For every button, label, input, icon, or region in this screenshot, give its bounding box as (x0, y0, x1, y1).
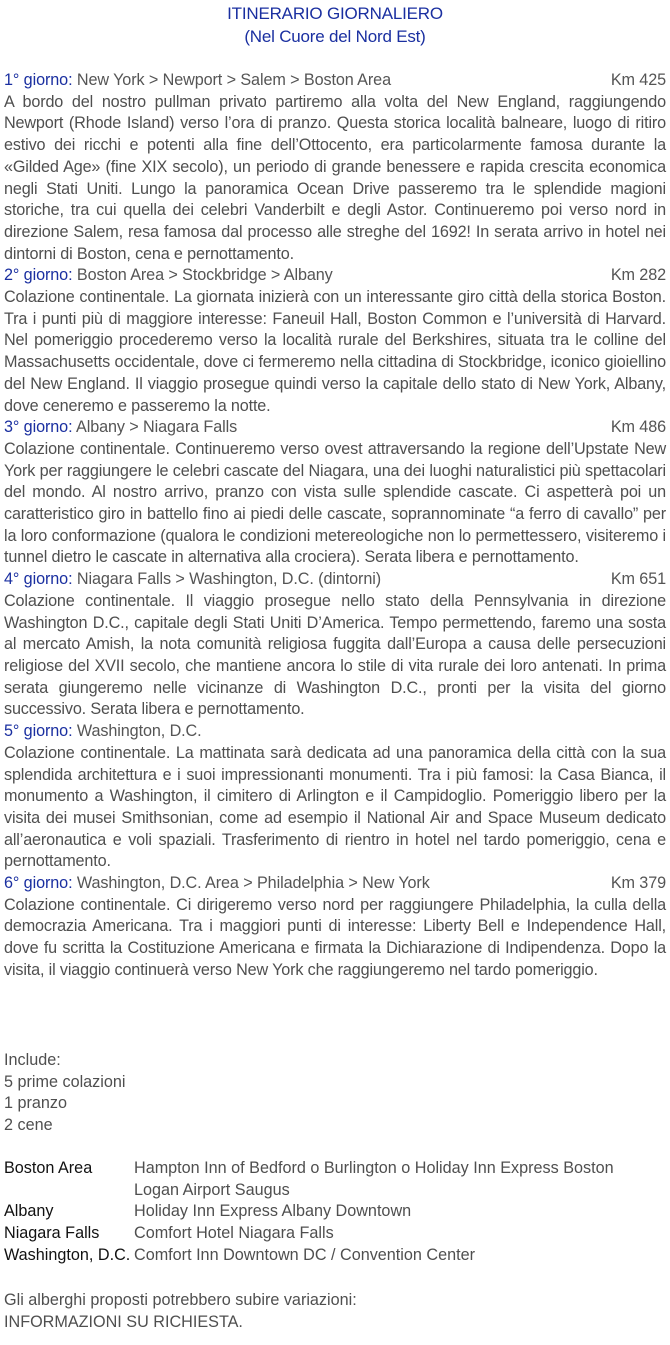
day-description: Colazione continentale. Ci dirigeremo verso nord per raggiungere Philadelphia, la culla della democrazia Americana. Tra i maggiori punti di interesse: Liberty Bell e Independence Hall, dove fu scritta la Costituzione Americana e firmata la Dichiarazione di Indipendenza. Dopo la visita, il viaggio continuerà verso New York che raggiungeremo nel tardo pomeriggio. (4, 895, 666, 979)
day-km: Km 425 (610, 71, 666, 89)
info-on-request: INFORMAZIONI SU RICHIESTA. (4, 1312, 243, 1331)
hotel-names (134, 1158, 614, 1201)
hotel-names (134, 1245, 475, 1267)
footer-notes (4, 1290, 357, 1333)
day-header (4, 70, 666, 92)
hotel-row (4, 1223, 666, 1245)
hotel-city: Albany (4, 1202, 54, 1221)
day-label: 5° giorno: (4, 722, 73, 741)
day-header (4, 873, 666, 895)
hotel-name: Holiday Inn Express Albany Downtown (134, 1202, 412, 1221)
hotel-name: Logan Airport Saugus (134, 1180, 290, 1199)
day-km: Km 651 (610, 570, 666, 589)
day-header (4, 569, 666, 591)
day-route: Washington, D.C. Area > Philadelphia > New York (76, 874, 430, 893)
day-description: Colazione continentale. La mattinata sarà dedicata ad una panoramica della città con la sua splendida architettura e i suoi impressionanti monumenti. Tra i più famosi: la Casa Bianca, il monumento a Washington, il cimitero di Arlington e il Campidoglio. Pomeriggio libero per la visita dei musei Smithsonian, come ad esempio il National Air and Space Museum dedicato all’aeronautica e voli spaziali. Trasferimento di rientro in hotel nel tardo pomeriggio, cena e pernottamento. (4, 743, 666, 871)
day-6 (4, 873, 666, 982)
day-label: 3° giorno: (4, 418, 73, 437)
day-header (4, 417, 666, 439)
hotel-name: Comfort Inn Downtown DC / Convention Center (134, 1245, 475, 1264)
hotel-row (4, 1201, 666, 1223)
day-1 (4, 70, 666, 265)
day-km: Km 486 (610, 418, 666, 437)
day-route: Washington, D.C. (76, 722, 202, 741)
hotel-row (4, 1245, 666, 1267)
day-km: Km 282 (610, 266, 666, 285)
day-2 (4, 265, 666, 417)
day-label: 2° giorno: (4, 266, 73, 285)
hotels-variation-note: Gli alberghi proposti potrebbero subire variazioni: (4, 1291, 357, 1309)
itinerary-days (4, 70, 666, 982)
day-3 (4, 417, 666, 569)
day-5 (4, 721, 666, 873)
hotel-name: Hampton Inn of Bedford o Burlington o Holiday Inn Express Boston (134, 1159, 614, 1177)
hotel-names (134, 1223, 334, 1245)
day-description: Colazione continentale. La giornata inizierà con un interessante giro città della storica Boston. Tra i punti più di maggiore interesse: Faneuil Hall, Boston Common e l’università di Harvard. Nel pomeriggio procederemo verso la località rurale del Berkshires, situata tra le colline del Massachusetts occidentale, dove ci fermeremo nella cittadina di Stockbridge, iconico gioiellino del New England. Il viaggio prosegue quindi verso la capitale dello stato di New York, Albany, dove ceneremo e passeremo la notte. (4, 288, 666, 415)
includes-heading: Include: (4, 1051, 61, 1069)
hotel-row (4, 1158, 666, 1201)
day-description: Colazione continentale. Il viaggio prosegue nello stato della Pennsylvania in direzione Washington D.C., capitale degli Stati Uniti D’America. Tempo permettendo, faremo una sosta al mercato Amish, la nota comunità religiosa fuggita dall’Europa a causa delle persecuzioni religiose del XVII secolo, che mantiene ancora lo stile di vita rurale dei loro antenati. In prima serata giungeremo nelle vicinanze di Washington D.C., pronti per la visita del giorno successivo. Serata libera e pernottamento. (4, 591, 666, 719)
page-subtitle: (Nel Cuore del Nord Est) (244, 27, 426, 46)
day-header (4, 265, 666, 287)
hotels-list (4, 1158, 666, 1267)
hotel-city: Niagara Falls (4, 1224, 100, 1243)
includes-section (4, 1050, 125, 1137)
page-header (0, 0, 670, 48)
day-route: Albany > Niagara Falls (76, 418, 238, 437)
hotel-name: Comfort Hotel Niagara Falls (134, 1224, 334, 1243)
day-description: Colazione continentale. Continueremo verso ovest attraversando la regione dell’Upstate New York per raggiungere le celebri cascate del Niagara, una dei luoghi naturalistici più spettacolari del mondo. Al nostro arrivo, pranzo con vista sulle splendide cascate. Ci aspetterà poi un caratteristico giro in battello fino ai piedi delle cascate, soprannominate “a ferro di cavallo” per la loro conformazione (qualora le condizioni metereologiche non lo permettessero, visiteremo i tunnel dietro le cascate in alternativa alla crociera). Serata libera e pernottamento. (4, 439, 666, 567)
day-label: 4° giorno: (4, 570, 73, 589)
day-route: Niagara Falls > Washington, D.C. (dintorni) (76, 570, 382, 589)
page-title: ITINERARIO GIORNALIERO (227, 4, 443, 23)
includes-item: 2 cene (4, 1116, 53, 1135)
day-description: A bordo del nostro pullman privato partiremo alla volta del New England, raggiungendo Newport (Rhode Island) verso l’ora di pranzo. Questa storica località balneare, luogo di ritiro estivo dei ricchi e potenti alla fine dell’Ottocento, era particolarmente famosa durante la «Gilded Age» (fine XIX secolo), un periodo di grande benessere e rapida crescita economica negli Stati Uniti. Lungo la panoramica Ocean Drive passeremo tra le splendide magioni storiche, tra cui quella dei celebri Vanderbilt e degli Astor. Continueremo poi verso nord in direzione Salem, resa famosa dal processo alle streghe del 1692! In serata arrivo in hotel nei dintorni di Boston, cena e pernottamento. (4, 92, 666, 263)
includes-item: 5 prime colazioni (4, 1072, 126, 1091)
day-header (4, 721, 666, 743)
hotel-city: Boston Area (4, 1159, 93, 1177)
day-km: Km 379 (610, 874, 666, 893)
includes-item: 1 pranzo (4, 1094, 67, 1113)
day-label: 6° giorno: (4, 874, 73, 893)
day-label: 1° giorno: (4, 71, 73, 89)
hotel-names (134, 1201, 411, 1223)
day-route: Boston Area > Stockbridge > Albany (76, 266, 333, 285)
hotel-city: Washington, D.C. (4, 1245, 131, 1264)
day-4 (4, 569, 666, 721)
day-route: New York > Newport > Salem > Boston Area (76, 71, 391, 89)
